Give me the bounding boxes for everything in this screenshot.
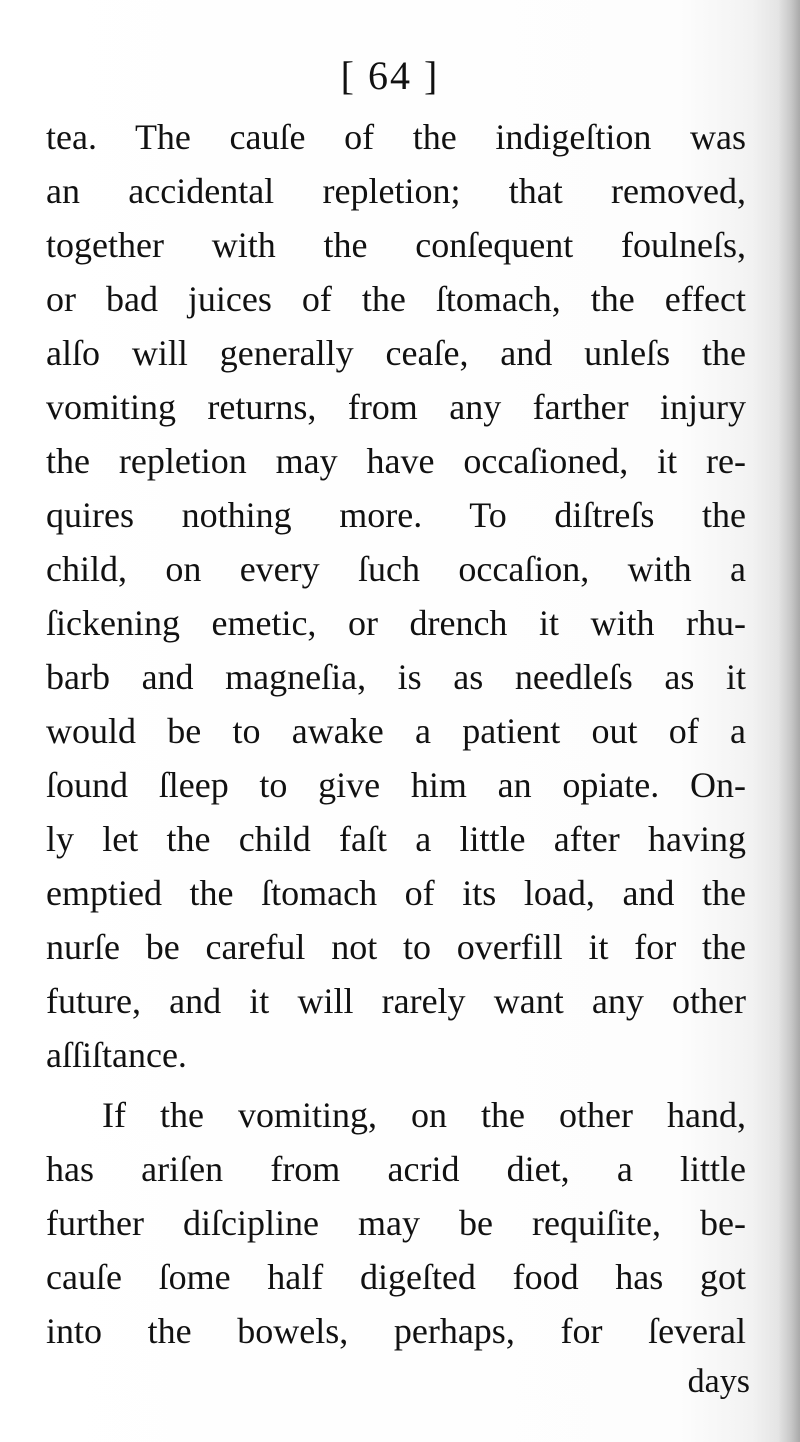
text-line: emptied the ſtomach of its load, and the (46, 873, 746, 913)
text-line: ſound ſleep to give him an opiate. On- (46, 765, 746, 805)
text-line: quires nothing more. To diſtreſs the (46, 495, 746, 535)
text-line: tea. The cauſe of the indigeſtion was (46, 117, 746, 157)
paragraph-2 (46, 1088, 746, 1358)
text-line: an accidental repletion; that removed, (46, 171, 746, 211)
text-line: or bad juices of the ſtomach, the effect (46, 279, 746, 319)
paragraph-1 (46, 110, 746, 1082)
text-line: child, on every ſuch occaſion, with a (46, 549, 746, 589)
text-line: If the vomiting, on the other hand, (102, 1095, 746, 1135)
text-line: vomiting returns, from any farther injury (46, 387, 746, 427)
text-line: together with the conſequent foulneſs, (46, 225, 746, 265)
page-edge-shadow (778, 0, 800, 1442)
catchword: days (687, 1363, 750, 1400)
text-line: further diſcipline may be requiſite, be- (46, 1203, 746, 1243)
text-line: the repletion may have occaſioned, it re- (46, 441, 746, 481)
text-line: into the bowels, perhaps, for ſeveral (46, 1311, 746, 1351)
text-line: nurſe be careful not to overfill it for the (46, 927, 746, 967)
text-line: alſo will generally ceaſe, and unleſs the (46, 333, 746, 373)
text-line: has ariſen from acrid diet, a little (46, 1149, 746, 1189)
page-number: [ 64 ] (340, 53, 440, 98)
text-line: barb and magneſia, is as needleſs as it (46, 657, 746, 697)
text-line: ſickening emetic, or drench it with rhu- (46, 603, 746, 643)
text-line: would be to awake a patient out of a (46, 711, 746, 751)
text-line: cauſe ſome half digeſted food has got (46, 1257, 746, 1297)
text-line: ly let the child faſt a little after having (46, 819, 746, 859)
text-line: future, and it will rarely want any other (46, 981, 746, 1021)
body-text (46, 110, 746, 1358)
text-line: aſſiſtance. (46, 1035, 187, 1075)
